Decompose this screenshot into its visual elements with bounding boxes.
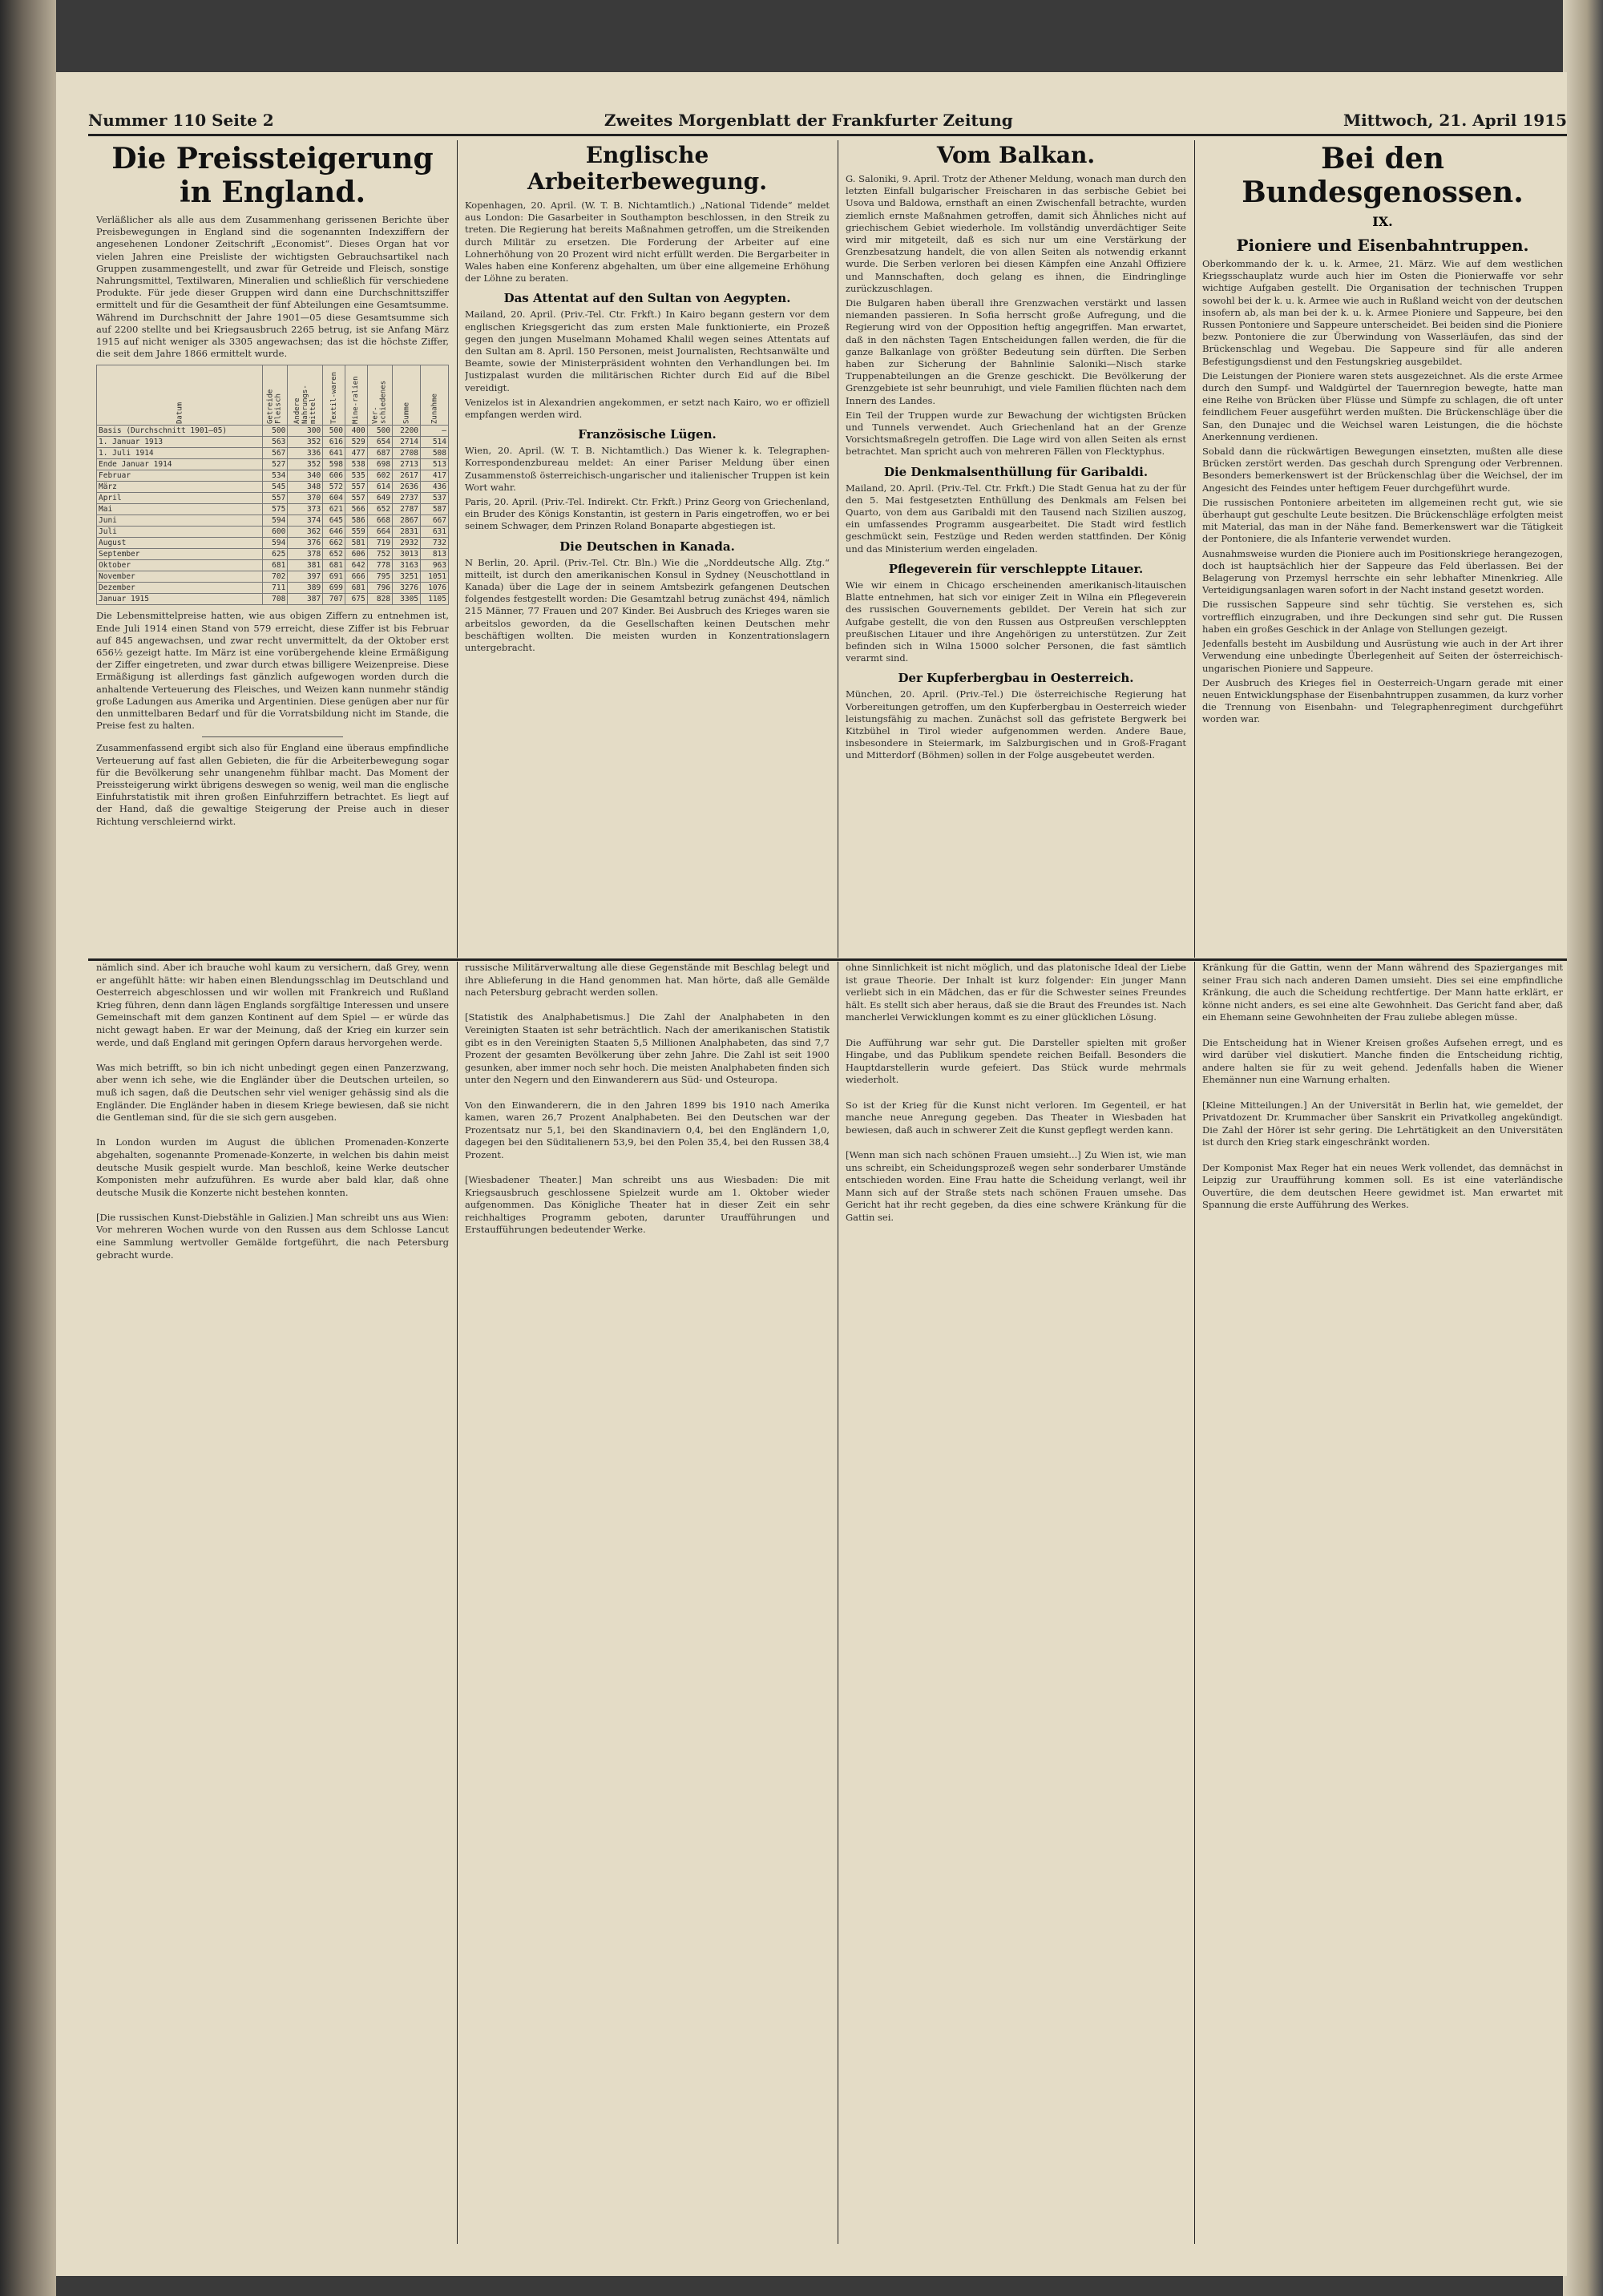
table-cell: 606: [345, 549, 367, 560]
article-subtitle: Französische Lügen.: [578, 427, 717, 442]
feuilleton-divider-1: [457, 962, 458, 2244]
table-header-cell: Ver-schiedenes: [367, 365, 392, 426]
table-cell: 374: [288, 515, 323, 527]
article-paragraph: Sobald dann die rückwärtigen Bewegungen einsetzten, mußten alle diese Brücken zerstört werden. Das geschah durch Sprengung oder Verbrennen. Besonders bemerkenswert ist der Brückenschlag über die Weichsel, der im Angesicht des Feindes unter heftigem Feuer durchgeführt wurde.: [1202, 446, 1563, 494]
table-cell: November: [97, 571, 263, 583]
table-cell: 691: [323, 571, 345, 583]
article-paragraph: Ein Teil der Truppen wurde zur Bewachung der wichtigsten Brücken und Tunnels verwendet. Auch Griechenland hat an der Grenze Vorsichtsmaßregeln getroffen. Die Lage wird von allen Seiten als ernst betrachtet. Man spricht auch von mehreren Fällen von Flecktyphus.: [846, 409, 1186, 458]
table-cell: 681: [345, 583, 367, 594]
table-cell: 2737: [393, 493, 421, 504]
table-cell: 373: [288, 504, 323, 515]
table-header-cell: Andere Nahrungs-mittel: [288, 365, 323, 426]
series-number: IX.: [1372, 214, 1393, 229]
table-cell: 641: [323, 448, 345, 459]
table-cell: 514: [421, 437, 449, 448]
table-header-cell: Summe: [393, 365, 421, 426]
table-row: [97, 515, 449, 527]
table-cell: 631: [421, 527, 449, 538]
table-cell: Februar: [97, 470, 263, 482]
table-cell: 828: [367, 594, 392, 605]
table-row: [97, 594, 449, 605]
table-cell: 2200: [393, 426, 421, 437]
table-cell: 537: [421, 493, 449, 504]
table-cell: 796: [367, 583, 392, 594]
article-paragraph: Mailand, 20. April. (Priv.-Tel. Ctr. Frkft.) In Kairo begann gestern vor dem englischen Kriegsgericht das zum ersten Male funktionierte, ein Prozeß gegen den jungen Muselmann Mohamed Khalil wegen seines Attentats auf den Sultan am 8. April. 150 Personen, meist Journalisten, Rechtsanwälte und Beamte, sowie der Ministerpräsident wohnten den Verhandlungen bei. Im Justizpalast wurden die militärischen Richter durch Eid auf die Bibel vereidigt.: [465, 309, 830, 393]
table-cell: 477: [345, 448, 367, 459]
table-cell: Basis (Durchschnitt 1901—05): [97, 426, 263, 437]
table-cell: 654: [367, 437, 392, 448]
divider: [202, 736, 343, 737]
price-index-table: [96, 365, 449, 605]
table-cell: 545: [262, 482, 287, 493]
table-cell: 529: [345, 437, 367, 448]
table-header-cell: Mine-ralien: [345, 365, 367, 426]
column-englische-arbeiterbewegung: [465, 140, 830, 958]
issue-number: Nummer 110 Seite 2: [88, 111, 274, 130]
table-cell: 417: [421, 470, 449, 482]
table-cell: 2831: [393, 527, 421, 538]
table-cell: Dezember: [97, 583, 263, 594]
article-paragraph: Zusammenfassend ergibt sich also für England eine überaus empfindliche Verteuerung auf fast allen Gebieten, die für die Arbeiterbewegung sogar für die Bevölkerung sehr unangenehm fühlbar macht. Das Moment der Preissteigerung wirkt übrigens deswegen so wenig, weil man die englische Einfuhrstatistik mit ihren großen Einfuhrziffern betrachtet. Es liegt auf der Hand, daß die gewaltige Steigerung der Preise auch in dieser Richtung verschleiernd wirkt.: [96, 742, 449, 827]
article-paragraph: Ausnahmsweise wurden die Pioniere auch im Positionskriege herangezogen, doch ist hauptsächlich hier der Sappeure das Feld überlassen. Bei der Belagerung von Przemysl herrschte ein sehr lebhafter Minenkrieg. Alle Verteidigungsanlagen waren sofort in der Nacht instand gesetzt worden.: [1202, 547, 1563, 596]
article-paragraph: Oberkommando der k. u. k. Armee, 21. März. Wie auf dem westlichen Kriegsschauplatz wurde auch hier im Osten die Pionierwaffe vor sehr wichtige Aufgaben gestellt. Die Organisation der technischen Truppen sowohl bei der k. u. k. Armee wie auch in Rußland weicht von der deutschen insofern ab, als man bei der k. u. k. Armee Pioniere und Sappeure, bei den Russen Pontoniere und Sappeure unterscheidet. Bei beiden sind die Pioniere bezw. Pontoniere die zur Überwindung von Wasserläufen, das sind der Brückenschlag und Wegebau. Die Sappeure sind für alle anderen Befestigungsdienst und den Festungskrieg ausgebildet.: [1202, 258, 1563, 367]
table-cell: 2787: [393, 504, 421, 515]
table-cell: 535: [345, 470, 367, 482]
table-cell: 614: [367, 482, 392, 493]
article-paragraph: Kopenhagen, 20. April. (W. T. B. Nichtamtlich.) „National Tidende“ meldet aus London: Die Gasarbeiter in Southampton beschlossen, in den Streik zu treten. Die Regierung hat bereits Maßnahmen getroffen, um die Streikenden durch Militär zu ersetzen. Die Forderung der Arbeiter auf eine Lohnerhöhung von 20 Prozent wird nicht erfüllt werden. Die Bergarbeiter in Wales haben eine Konferenz abgehalten, um über eine allgemeine Erhöhung der Löhne zu beraten.: [465, 200, 830, 284]
table-cell: April: [97, 493, 263, 504]
table-cell: 2708: [393, 448, 421, 459]
table-cell: 534: [262, 470, 287, 482]
article-paragraph: Jedenfalls besteht im Ausbildung und Ausrüstung wie auch in der Art ihrer Verwendung eine unbedingte Überlegenheit auf Seiten der österreichisch-ungarischen Pioniere und Sappeure.: [1202, 638, 1563, 674]
table-cell: 3163: [393, 560, 421, 571]
article-paragraph: G. Saloniki, 9. April. Trotz der Athener Meldung, wonach man durch den letzten Einfall bulgarischer Freischaren in das serbische Gebiet bei Usova und Baldowa, ernsthaft an einen Zwischenfall betrachte, wurden ziemlich ernste Maßnahmen getroffen, damit sich Ähnliches nicht auf griechischem Gebiet wiederhole. Im vollständig unverdächtiger Seite wird mir mitgeteilt, daß es sich nur um eine Verstärkung der Grenzbesatzung handelt, die von allen Seiten als notwendig erkannt wurde. Die Serben verloren bei diesen Kämpfen eine Anzahl Offiziere und Mannschaften, doch gelang es ihnen, die Eindringlinge zurückzuschlagen.: [846, 173, 1186, 294]
table-cell: März: [97, 482, 263, 493]
table-cell: 652: [323, 549, 345, 560]
table-cell: 566: [345, 504, 367, 515]
table-cell: 397: [288, 571, 323, 583]
table-cell: 702: [262, 571, 287, 583]
table-cell: 2636: [393, 482, 421, 493]
table-cell: 711: [262, 583, 287, 594]
article-paragraph: Der Ausbruch des Krieges fiel in Oesterreich-Ungarn gerade mit einer neuen Entwicklungsphase der Eisenbahntruppen zusammen, da kurz vorher die Trennung von Eisenbahn- und Telegraphenregiment durchgeführt worden war.: [1202, 676, 1563, 725]
table-cell: 352: [288, 459, 323, 470]
article-paragraph: Venizelos ist in Alexandrien angekommen, er setzt nach Kairo, wo er offiziell empfangen werden wird.: [465, 396, 830, 421]
article-paragraph: Die Lebensmittelpreise hatten, wie aus obigen Ziffern zu entnehmen ist, Ende Juli 1914 einen Stand von 579 erreicht, diese Ziffer ist bis Februar auf 845 angewachsen, und zwar recht unvermittelt, da der Oktober erst 656½ gezeigt hatte. Im März ist eine vorübergehende kleine Ermäßigung der Ziffer eingetreten, und zwar durch etwas billigere Weizenpreise. Diese Ermäßigung ist allerdings fast gänzlich aufgewogen worden durch die anhaltende Verteuerung des Fleisches, und Weizen kann nunmehr ständig große Ladungen aus Amerika und Argentinien. Diese genügen aber nur für den unmittelbaren Bedarf und für die Vorratsbildung nicht im Stande, die Preise fest zu halten.: [96, 610, 449, 732]
article-paragraph: Mailand, 20. April. (Priv.-Tel. Ctr. Frkft.) Die Stadt Genua hat zu der für den 5. Mai festgesetzten Enthüllung des Denkmals am Felsen bei Quarto, von dem aus Garibaldi mit den Tausend nach Sizilien auszog, ein umfassendes Programm ausgearbeitet. Die Stadt wird festlich geschmückt sein, Festzüge und Reden werden stattfinden. Der König und das Ministerium werden eingeladen.: [846, 482, 1186, 555]
table-cell: 587: [421, 504, 449, 515]
table-cell: 645: [323, 515, 345, 527]
table-cell: 436: [421, 482, 449, 493]
table-cell: 513: [421, 459, 449, 470]
table-cell: 527: [262, 459, 287, 470]
article-subtitle: Der Kupferbergbau in Oesterreich.: [898, 671, 1134, 686]
table-cell: 2617: [393, 470, 421, 482]
table-cell: 666: [345, 571, 367, 583]
table-cell: 559: [345, 527, 367, 538]
table-header-row: [97, 365, 449, 426]
table-cell: 719: [367, 538, 392, 549]
feuilleton-rule: [88, 958, 1567, 961]
column-bundesgenossen: [1202, 140, 1563, 958]
table-cell: 621: [323, 504, 345, 515]
table-cell: 348: [288, 482, 323, 493]
table-cell: 708: [262, 594, 287, 605]
table-cell: 681: [323, 560, 345, 571]
table-cell: 698: [367, 459, 392, 470]
table-cell: 662: [323, 538, 345, 549]
table-cell: 300: [288, 426, 323, 437]
table-cell: 594: [262, 538, 287, 549]
table-cell: 668: [367, 515, 392, 527]
table-cell: 352: [288, 437, 323, 448]
table-cell: 563: [262, 437, 287, 448]
table-cell: 598: [323, 459, 345, 470]
table-cell: 1051: [421, 571, 449, 583]
table-cell: 795: [367, 571, 392, 583]
table-cell: 381: [288, 560, 323, 571]
table-cell: 604: [323, 493, 345, 504]
table-header-cell: Zunahme: [421, 365, 449, 426]
table-cell: 3305: [393, 594, 421, 605]
table-row: [97, 571, 449, 583]
masthead: [88, 108, 1567, 132]
article-subtitle: Das Attentat auf den Sultan von Aegypten.: [503, 291, 791, 306]
table-row: [97, 426, 449, 437]
newspaper-title: Zweites Morgenblatt der Frankfurter Zeitung: [604, 111, 1013, 130]
table-row: [97, 549, 449, 560]
table-cell: 362: [288, 527, 323, 538]
table-cell: 732: [421, 538, 449, 549]
table-cell: 538: [345, 459, 367, 470]
table-cell: 1076: [421, 583, 449, 594]
table-cell: 340: [288, 470, 323, 482]
table-cell: 500: [367, 426, 392, 437]
table-row: [97, 470, 449, 482]
table-cell: 500: [262, 426, 287, 437]
table-cell: 567: [262, 448, 287, 459]
article-paragraph: N Berlin, 20. April. (Priv.-Tel. Ctr. Bln.) Wie die „Norddeutsche Allg. Ztg.“ mitteilt, ist durch den amerikanischen Konsul in Sydney (Neuschottland in Kanada) über die Lage der in seinem Amtsbezirk gefangenen Deutschen folgendes festgestellt worden: Die Gesamtzahl betrug zunächst 494, nämlich 215 Männer, 77 Frauen und 207 Kinder. Bei Ausbruch des Krieges waren sie arbeitslos geworden, da die Gesellschaften keinen Deutschen mehr beschäftigen wollten. Die meisten wurden in Konzentrationslagern untergebracht.: [465, 556, 830, 654]
table-cell: 642: [345, 560, 367, 571]
feuilleton-divider-3: [1194, 962, 1195, 2244]
table-cell: 963: [421, 560, 449, 571]
table-row: [97, 482, 449, 493]
table-cell: 778: [367, 560, 392, 571]
table-cell: 389: [288, 583, 323, 594]
article-paragraph: Die Bulgaren haben überall ihre Grenzwachen verstärkt und lassen niemanden passieren. In Sofia herrscht große Aufregung, und die Regierung wird von der Opposition heftig angegriffen. Man erwartet, daß in den nächsten Tagen Entscheidungen fallen werden, die für die ganze Balkanlage von größter Bedeutung sein dürften. Die Serben haben zur Sicherung der Bahnlinie Saloniki—Nisch starke Truppenabteilungen an die Grenze geschickt. Die Bevölkerung der Grenzgebiete ist sehr beunruhigt, und viele Familien flüchten nach dem Innern des Landes.: [846, 297, 1186, 406]
article-subtitle: Die Deutschen in Kanada.: [559, 539, 735, 554]
masthead-rule: [88, 134, 1567, 136]
table-row: [97, 437, 449, 448]
feuilleton-text: nämlich sind. Aber ich brauche wohl kaum zu versichern, daß Grey, wenn er angefühlt hätte: wir haben einen Blendungsschlag im Deutschland und Oesterreich abgeschlossen und wir wollen mit Frankreich und Rußland Krieg führen, denn dann lägen Englands sorgfältige Interessen und unsere Gemeinschaft mit dem ganzen Kontinent auf dem Spiel — er würde das nicht gewagt haben. Er war der Meinung, daß der Krieg ein kurzer sein werde, und daß England mit geringen Opfern daraus hervorgehen werde. Was mich betrifft, so bin ich nicht unbedingt gegen einen Panzerzwang, aber wenn ich sehe, wie die Engländer über die Deutschen urteilen, so muß ich sagen, daß die Deutschen sehr viel weniger gehässig sind als die Engländer. Die Engländer haben in diesem Kriege bewiesen, daß sie nicht die Gentleman sind, für die sie sich gern ausgeben. In London wurden im August die üblichen Promenaden-Konzerte abgehalten, sogenannte Promenade-Konzerte, in welchen bis dahin meist deutsche Musik gespielt wurde. Man beschloß, keine Werke deutscher Komponisten mehr aufzuführen. Es wurde aber bald klar, daß ohne deutsche Musik die Konzerte nicht bestehen konnten. [Die russischen Kunst-Diebstähle in Galizien.] Man schreibt uns aus Wien: Vor mehreren Wochen wurde von den Russen aus dem Schlosse Lancut eine Sammlung wertvoller Gemälde fortgeführt, die nach Petersburg gebracht wurde.: [96, 962, 449, 1261]
table-cell: 378: [288, 549, 323, 560]
table-header-cell: Datum: [97, 365, 263, 426]
table-cell: 1105: [421, 594, 449, 605]
article-subtitle: Die Denkmalsenthüllung für Garibaldi.: [883, 464, 1149, 479]
feuilleton-text: Kränkung für die Gattin, wenn der Mann während des Spazierganges mit seiner Frau sich nach anderen Damen umsieht. Dies sei eine empfindliche Kränkung, die auch die Scheidung rechtfertige. Der Mann hatte erklärt, er könne nicht anders, es sei eine alte Gewohnheit. Das Gericht fand aber, daß ein Ehemann seine Gewohnheiten der Frau zuliebe ablegen müsse. Die Entscheidung hat in Wiener Kreisen großes Aufsehen erregt, und es wird darüber viel diskutiert. Manche finden die Entscheidung richtig, andere halten sie für zu weit gehend. Jedenfalls haben die Wiener Ehemänner nun eine Warnung erhalten. [Kleine Mitteilungen.] An der Universität in Berlin hat, wie gemeldet, der Privatdozent Dr. Krummacher über Sanskrit ein Privatkolleg angekündigt. Die Zahl der Hörer ist sehr gering. Die Lehrtätigkeit an den Universitäten ist durch den Krieg stark eingeschränkt worden. Der Komponist Max Reger hat ein neues Werk vollendet, das demnächst in Leipzig zur Uraufführung kommen soll. Es ist eine vaterländische Ouvertüre, die dem deutschen Heere gewidmet ist. Man erwartet mit Spannung die erste Aufführung des Werkes.: [1202, 962, 1563, 1211]
book-spine-gutter: [0, 0, 56, 2296]
table-cell: 500: [323, 426, 345, 437]
table-cell: 594: [262, 515, 287, 527]
table-row: [97, 538, 449, 549]
table-cell: September: [97, 549, 263, 560]
table-cell: 2713: [393, 459, 421, 470]
table-cell: 557: [345, 482, 367, 493]
table-cell: 557: [262, 493, 287, 504]
article-title: Vom Balkan.: [936, 142, 1096, 168]
table-cell: 699: [323, 583, 345, 594]
table-row: [97, 459, 449, 470]
table-cell: 681: [262, 560, 287, 571]
article-paragraph: Die russischen Pontoniere arbeiteten im allgemeinen recht gut, wie sie überhaupt gut geschulte Leute besitzen. Die Brückenschläge erfolgten meist mit Material, das man in der Nähe fand. Bemerkenswert war die Tätigkeit der Pontoniere, die als Infanterie verwendet wurden.: [1202, 496, 1563, 545]
table-cell: 557: [345, 493, 367, 504]
table-cell: 581: [345, 538, 367, 549]
feuilleton-text: russische Militärverwaltung alle diese Gegenstände mit Beschlag belegt und ihre Ablieferung in die Hand genommen hat. Man hörte, daß alle Gemälde nach Petersburg gebracht werden sollen. [Statistik des Analphabetismus.] Die Zahl der Analphabeten in den Vereinigten Staaten ist sehr beträchtlich. Nach der amerikanischen Statistik gibt es in den Vereinigten Staaten 5,5 Millionen Analphabeten, das sind 7,7 Prozent der gesamten Bevölkerung über zehn Jahre. Die Zahl ist seit 1900 gesunken, aber immer noch sehr hoch. Die meisten Analphabeten finden sich unter den Negern und den Einwanderern aus Süd- und Osteuropa. Von den Einwanderern, die in den Jahren 1899 bis 1910 nach Amerika kamen, waren 26,7 Prozent Analphabeten. Bei den Deutschen war der Prozentsatz nur 5,1, bei den Skandinaviern 0,4, bei den Engländern 1,0, dagegen bei den Süditalienern 53,9, bei den Polen 35,4, bei den Russen 38,4 Prozent. [Wiesbadener Theater.] Man schreibt uns aus Wiesbaden: Die mit Kriegsausbruch geschlossene Spielzeit wurde am 1. Oktober wieder aufgenommen. Das Königliche Theater hat in dieser Zeit ein sehr reichhaltiges Programm geboten, darunter Uraufführungen und Erstaufführungen bedeutender Werke.: [465, 962, 830, 1236]
column-vom-balkan: [846, 140, 1186, 958]
table-row: [97, 448, 449, 459]
table-cell: 687: [367, 448, 392, 459]
table-cell: 1. Juli 1914: [97, 448, 263, 459]
table-cell: 602: [367, 470, 392, 482]
table-cell: Mai: [97, 504, 263, 515]
article-subtitle: Pioniere und Eisenbahntruppen.: [1236, 236, 1529, 255]
table-row: [97, 527, 449, 538]
article-paragraph: Verläßlicher als alle aus dem Zusammenhang gerissenen Berichte über Preisbewegungen in England sind die sogenannten Indexziffern der angesehenen Londoner Zeitschrift „Economist“. Dieses Organ hat vor vielen Jahren eine Preisliste der wichtigsten Gebrauchsartikel nach Gruppen zusammengestellt, und zwar für Getreide und Fleisch, sonstige Nahrungsmittel, Textilwaren, Mineralien und schließlich für verschiedene Produkte. Für jede dieser Gruppen wird dann eine Durchschnittsziffer ermittelt und für die Gesamtheit der fünf Abteilungen eine Gesamtsumme. Während im Durchschnitt der Jahre 1901—05 diese Gesamtsumme sich auf 2200 stellte und bei Kriegsausbruch 2265 betrug, ist sie Anfang März 1915 auf nicht weniger als 3305 angewachsen; das ist die höchste Ziffer, die seit dem Jahre 1866 ermittelt wurde.: [96, 214, 449, 360]
article-paragraph: Die russischen Sappeure sind sehr tüchtig. Sie verstehen es, sich vortrefflich einzugraben, und ihre Deckungen sind sehr gut. Die Russen haben ein großes Geschick in der Anlage von Stellungen gezeigt.: [1202, 599, 1563, 635]
table-cell: 387: [288, 594, 323, 605]
article-paragraph: Die Leistungen der Pioniere waren stets ausgezeichnet. Als die erste Armee durch den Sumpf- und Waldgürtel der Tauernregion bewegte, hatte man eine Reihe von Brücken über Flüsse und Sümpfe zu schlagen, die oft unter feindlichem Feuer ausgeführt werden mußten. Die Brückenschläge über die San, den Dunajec und die Weichsel waren Leistungen, die die höchste Anerkennung verdienen.: [1202, 369, 1563, 442]
table-cell: Oktober: [97, 560, 263, 571]
page-edge: [1563, 0, 1603, 2296]
table-cell: 2867: [393, 515, 421, 527]
table-row: [97, 504, 449, 515]
table-cell: 586: [345, 515, 367, 527]
feuilleton-column-1: [96, 962, 449, 2244]
table-cell: 3251: [393, 571, 421, 583]
feuilleton-column-2: [465, 962, 830, 2244]
table-cell: —: [421, 426, 449, 437]
feuilleton-text: ohne Sinnlichkeit ist nicht möglich, und das platonische Ideal der Liebe ist graue Theorie. Der Inhalt ist kurz folgender: Ein junger Mann verliebt sich in ein Mädchen, das er für die Schwester seines Freundes hält. Es stellt sich aber heraus, daß sie die Braut des Freundes ist. Nach mancherlei Verwicklungen kommt es zu einer glücklichen Lösung. Die Aufführung war sehr gut. Die Darsteller spielten mit großer Hingabe, und das Publikum spendete reichen Beifall. Besonders die Hauptdarstellerin wurde gefeiert. Das Stück wurde mehrmals wiederholt. So ist der Krieg für die Kunst nicht verloren. Im Gegenteil, er hat manche neue Anregung gegeben. Das Theater in Wiesbaden hat bewiesen, daß auch in schwerer Zeit die Kunst gepflegt werden kann. [Wenn man sich nach schönen Frauen umsieht...] Zu Wien ist, wie man uns schreibt, ein Scheidungsprozeß wegen sehr sonderbarer Umstände entschieden worden. Eine Frau hatte die Scheidung verlangt, weil ihr Mann sich auf der Straße stets nach schönen Frauen umsehe. Das Gericht hat ihr recht gegeben, da dies eine schwere Kränkung für die Gattin sei.: [846, 962, 1186, 1223]
table-cell: 572: [323, 482, 345, 493]
article-paragraph: Wien, 20. April. (W. T. B. Nichtamtlich.) Das Wiener k. k. Telegraphen-Korrespondenzbureau meldet: An einer Pariser Meldung über einen Zusammenstoß österreichisch-ungarischer und italienischer Truppen ist kein Wort wahr.: [465, 445, 830, 493]
table-row: [97, 560, 449, 571]
table-cell: 2932: [393, 538, 421, 549]
column-divider-3: [1194, 140, 1195, 958]
table-cell: 600: [262, 527, 287, 538]
table-header-cell: Textil-waren: [323, 365, 345, 426]
feuilleton-column-3: [846, 962, 1186, 2244]
table-cell: Januar 1915: [97, 594, 263, 605]
table-cell: 3276: [393, 583, 421, 594]
table-row: [97, 493, 449, 504]
article-title: Englische Arbeiterbewegung.: [527, 142, 767, 195]
table-cell: 646: [323, 527, 345, 538]
table-cell: 664: [367, 527, 392, 538]
table-cell: 3013: [393, 549, 421, 560]
article-paragraph: Paris, 20. April. (Priv.-Tel. Indirekt. Ctr. Frkft.) Prinz Georg von Griechenland, ein Bruder des Königs Konstantin, ist gestern in Paris eingetroffen, wo er bei seinem Schwager, dem Prinzen Roland Bonaparte abgestiegen ist.: [465, 496, 830, 532]
table-cell: Ende Januar 1914: [97, 459, 263, 470]
article-paragraph: München, 20. April. (Priv.-Tel.) Die österreichische Regierung hat Vorbereitungen getroffen, um den Kupferbergbau in Oesterreich wieder leistungsfähig zu machen. Zunächst soll das gefristete Bergwerk bei Kitzbühel in Tirol wieder aufgenommen werden. Andere Baue, insbesondere in Steiermark, im Salzburgischen und in Groß-Fragant und Mitterdorf (Böhmen) sollen in der Folge ausgebeutet werden.: [846, 688, 1186, 761]
table-cell: 2714: [393, 437, 421, 448]
table-row: [97, 583, 449, 594]
table-cell: August: [97, 538, 263, 549]
table-cell: 707: [323, 594, 345, 605]
article-title: Bei den Bundesgenossen.: [1242, 142, 1524, 209]
table-cell: Juni: [97, 515, 263, 527]
table-cell: 376: [288, 538, 323, 549]
column-divider-1: [457, 140, 458, 958]
table-cell: 336: [288, 448, 323, 459]
table-cell: 667: [421, 515, 449, 527]
table-cell: 606: [323, 470, 345, 482]
article-paragraph: Wie wir einem in Chicago erscheinenden amerikanisch-litauischen Blatte entnehmen, hat sich vor einiger Zeit in Wilna ein Pflegeverein des russischen Gouvernements gebildet. Der Verein hat sich zur Aufgabe gestellt, die von den Russen aus Ostpreußen verschleppten preußischen Litauer und ihre Angehörigen zu unterstützen. Zur Zeit befinden sich in Wilna 15000 solcher Personen, die fast sämtlich verarmt sind.: [846, 579, 1186, 664]
table-cell: 675: [345, 594, 367, 605]
table-cell: 752: [367, 549, 392, 560]
table-cell: 370: [288, 493, 323, 504]
issue-date: Mittwoch, 21. April 1915: [1343, 111, 1567, 130]
table-cell: 1. Januar 1913: [97, 437, 263, 448]
table-body: [97, 426, 449, 605]
table-cell: 616: [323, 437, 345, 448]
article-subtitle: Pflegeverein für verschleppte Litauer.: [888, 561, 1144, 576]
table-cell: Juli: [97, 527, 263, 538]
table-cell: 625: [262, 549, 287, 560]
feuilleton-column-4: [1202, 962, 1563, 2244]
table-header-cell: Getreide Fleisch: [262, 365, 287, 426]
table-cell: 649: [367, 493, 392, 504]
table-cell: 508: [421, 448, 449, 459]
table-cell: 400: [345, 426, 367, 437]
article-title: Die Preissteigerung in England.: [111, 142, 434, 209]
table-cell: 575: [262, 504, 287, 515]
column-preissteigerung: [96, 140, 449, 958]
table-cell: 813: [421, 549, 449, 560]
table-cell: 652: [367, 504, 392, 515]
